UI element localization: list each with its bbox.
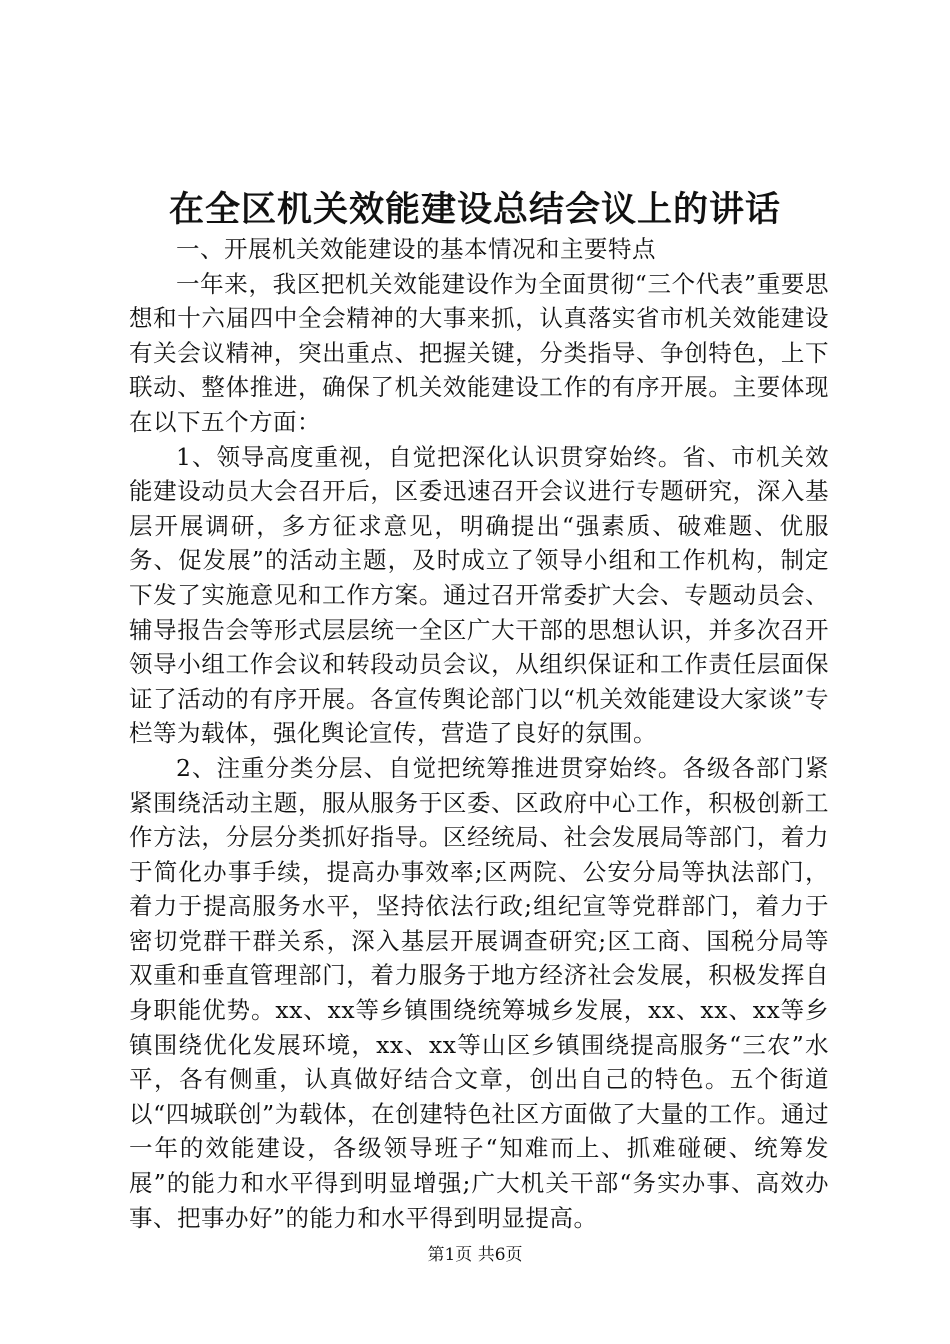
page-number-footer: 第1页 共6页: [427, 1245, 523, 1265]
body-paragraph: 2、注重分类分层、自觉把统筹推进贯穿始终。各级各部门紧紧围绕活动主题，服从服务于区委、区政府中心工作，积极创新工作方法，分层分类抓好指导。区经统局、社会发展局等部门，着力于简化办事手续，提高办事效率;区两院、公安分局等执法部门，着力于提高服务水平，坚持依法行政;组纪宣等党群部门，着力于密切党群干群关系，深入基层开展调查研究;区工商、国税分局等双重和垂直管理部门，着力服务于地方经济社会发展，积极发挥自身职能优势。xx、xx等乡镇围绕统筹城乡发展，xx、xx、xx等乡镇围绕优化发展环境，xx、xx等山区乡镇围绕提高服务“三农”水平，各有侧重，认真做好结合文章，创出自己的特色。五个街道以“四城联创”为载体，在创建特色社区方面做了大量的工作。通过一年的效能建设，各级领导班子“知难而上、抓难碰硬、统筹发展”的能力和水平得到明显增强;广大机关干部“务实办事、高效办事、把事办好”的能力和水平得到明显提高。: [129, 753, 829, 1232]
document-title: 在全区机关效能建设总结会议上的讲话: [168, 189, 781, 230]
body-paragraph: 一年来，我区把机关效能建设作为全面贯彻“三个代表”重要思想和十六届四中全会精神的大事来抓，认真落实省市机关效能建设有关会议精神，突出重点、把握关键，分类指导、争创特色，上下联动、整体推进，确保了机关效能建设工作的有序开展。主要体现在以下五个方面：: [129, 269, 829, 436]
document-body: [129, 232, 829, 1235]
section-heading: 一、开展机关效能建设的基本情况和主要特点: [176, 235, 656, 263]
body-paragraph: 1、领导高度重视，自觉把深化认识贯穿始终。省、市机关效能建设动员大会召开后，区委迅速召开会议进行专题研究，深入基层开展调研，多方征求意见，明确提出“强素质、破难题、优服务、促发展”的活动主题，及时成立了领导小组和工作机构，制定下发了实施意见和工作方案。通过召开常委扩大会、专题动员会、辅导报告会等形式层层统一全区广大干部的思想认识，并多次召开领导小组工作会议和转段动员会议，从组织保证和工作责任层面保证了活动的有序开展。各宣传舆论部门以“机关效能建设大家谈”专栏等为载体，强化舆论宣传，营造了良好的氛围。: [129, 442, 829, 748]
